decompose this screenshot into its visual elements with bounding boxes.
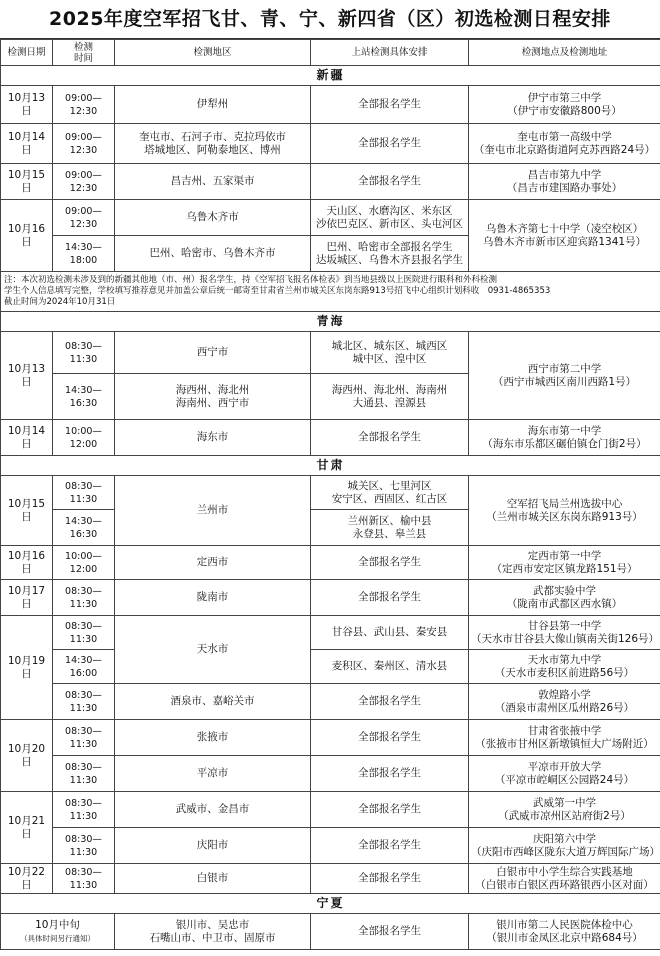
time-cell: 08:30—11:30: [53, 792, 115, 828]
table-row: [1, 864, 660, 894]
schedule-table: [0, 39, 660, 950]
plan-cell: 全部报名学生: [311, 124, 469, 164]
plan-cell: 全部报名学生: [311, 684, 469, 720]
time-cell: 08:30—11:30: [53, 864, 115, 894]
area-cell: 奎屯市、石河子市、克拉玛依市 塔城地区、阿勒泰地区、博州: [115, 124, 311, 164]
location-cell: 平凉市开放大学 （平凉市崆峒区公园路24号）: [469, 756, 660, 792]
table-row: [1, 200, 660, 236]
time-cell: 08:30—11:30: [53, 476, 115, 510]
location-cell: 甘肃省张掖中学 （张掖市甘州区新墩镇恒大广场附近）: [469, 720, 660, 756]
location-cell: 天水市第九中学 （天水市麦积区前进路56号）: [469, 650, 660, 684]
location-cell: 海东市第一中学 （海东市乐都区碾伯镇仓门街2号）: [469, 420, 660, 456]
plan-cell: 全部报名学生: [311, 792, 469, 828]
table-row: [1, 650, 660, 684]
table-row: [1, 684, 660, 720]
time-cell: 08:30—11:30: [53, 332, 115, 374]
location-cell: 白银市中小学生综合实践基地 （白银市白银区西环路银西小区对面）: [469, 864, 660, 894]
table-row: [1, 124, 660, 164]
header-area: 检测地区: [115, 40, 311, 66]
time-cell: 08:30—11:30: [53, 684, 115, 720]
location-cell: 定西市第一中学 （定西市安定区镇龙路151号）: [469, 546, 660, 580]
table-row: [1, 720, 660, 756]
page-title: 2025年度空军招飞甘、青、宁、新四省（区）初选检测日程安排: [0, 0, 660, 39]
area-cell: 定西市: [115, 546, 311, 580]
table-row: [1, 580, 660, 616]
location-cell: 武威第一中学 （武威市凉州区站府街2号）: [469, 792, 660, 828]
time-cell: 08:30—11:30: [53, 580, 115, 616]
plan-cell: 全部报名学生: [311, 420, 469, 456]
area-cell: 伊犁州: [115, 86, 311, 124]
date-cell: 10月13日: [1, 332, 53, 420]
area-cell: 张掖市: [115, 720, 311, 756]
area-cell: 海西州、海北州 海南州、西宁市: [115, 374, 311, 420]
time-cell: 09:00—12:30: [53, 124, 115, 164]
location-cell: 敦煌路小学 （酒泉市肃州区瓜州路26号）: [469, 684, 660, 720]
location-cell: 空军招飞局兰州选拔中心 （兰州市城关区东岗东路913号）: [469, 476, 660, 546]
plan-cell: 全部报名学生: [311, 720, 469, 756]
section-xinjiang: 新疆: [1, 66, 660, 86]
table-row: [1, 828, 660, 864]
table-row: [1, 86, 660, 124]
table-row: [1, 756, 660, 792]
area-cell: 西宁市: [115, 332, 311, 374]
plan-cell: 城关区、七里河区 安宁区、西固区、红古区: [311, 476, 469, 510]
date-cell: 10月15日: [1, 164, 53, 200]
time-cell: 08:30—11:30: [53, 828, 115, 864]
time-cell: 08:30—11:30: [53, 616, 115, 650]
date-cell: 10月14日: [1, 124, 53, 164]
section-ningxia: 宁夏: [1, 894, 660, 914]
plan-cell: 海西州、海北州、海南州 大通县、湟源县: [311, 374, 469, 420]
area-cell: 海东市: [115, 420, 311, 456]
time-cell: 08:30—11:30: [53, 756, 115, 792]
time-cell: 09:00—12:30: [53, 200, 115, 236]
time-cell: 10:00—12:00: [53, 420, 115, 456]
date-cell: 10月15日: [1, 476, 53, 546]
section-gansu: 甘肃: [1, 456, 660, 476]
location-cell: 乌鲁木齐第七十中学（凌空校区） 乌鲁木齐市新市区迎宾路1341号）: [469, 200, 660, 272]
location-cell: 武都实验中学 （陇南市武都区西水镇）: [469, 580, 660, 616]
plan-cell: 全部报名学生: [311, 86, 469, 124]
header-location: 检测地点及检测地址: [469, 40, 660, 66]
date-cell: 10月21日: [1, 792, 53, 864]
time-cell: 14:30—18:00: [53, 236, 115, 272]
plan-cell: 全部报名学生: [311, 580, 469, 616]
plan-cell: 全部报名学生: [311, 546, 469, 580]
section-qinghai: 青海: [1, 312, 660, 332]
area-cell: 平凉市: [115, 756, 311, 792]
plan-cell: 全部报名学生: [311, 864, 469, 894]
location-cell: 甘谷县第一中学 （天水市甘谷县大像山镇南关街126号）: [469, 616, 660, 650]
table-row: [1, 616, 660, 650]
date-cell: 10月16日: [1, 200, 53, 272]
table-row: [1, 164, 660, 200]
area-cell: 巴州、哈密市、乌鲁木齐市: [115, 236, 311, 272]
header-time: 检测 时间: [53, 40, 115, 66]
table-row: [1, 476, 660, 510]
area-cell: 陇南市: [115, 580, 311, 616]
plan-cell: 全部报名学生: [311, 756, 469, 792]
area-cell: 乌鲁木齐市: [115, 200, 311, 236]
date-cell: 10月14日: [1, 420, 53, 456]
date-cell: 10月22日: [1, 864, 53, 894]
time-cell: 14:30—16:30: [53, 374, 115, 420]
location-cell: 银川市第二人民医院体检中心 （银川市金凤区北京中路684号）: [469, 914, 660, 950]
area-cell: 兰州市: [115, 476, 311, 546]
area-cell: 天水市: [115, 616, 311, 684]
plan-cell: 麦积区、秦州区、清水县: [311, 650, 469, 684]
date-cell: 10月13日: [1, 86, 53, 124]
table-row: [1, 420, 660, 456]
location-cell: 奎屯市第一高级中学 （奎屯市北京路街道阿克苏西路24号）: [469, 124, 660, 164]
plan-cell: 甘谷县、武山县、秦安县: [311, 616, 469, 650]
area-cell: 白银市: [115, 864, 311, 894]
header-date: 检测日期: [1, 40, 53, 66]
plan-cell: 兰州新区、榆中县 永登县、皋兰县: [311, 510, 469, 546]
date-cell: 10月16日: [1, 546, 53, 580]
location-cell: 昌吉市第九中学 （昌吉市建国路办事处）: [469, 164, 660, 200]
header-plan: 上站检测具体安排: [311, 40, 469, 66]
time-cell: 09:00—12:30: [53, 164, 115, 200]
location-cell: 西宁市第二中学 （西宁市城西区南川西路1号）: [469, 332, 660, 420]
note-text: 注：本次初选检测未涉及到的新疆其他地（市、州）报名学生，持《空军招飞报名体检表》到当地县级以上医院进行眼科和外科检测 学生个人信息填写完整，学校填写推荐意见并加盖公章后统一邮寄至甘肃省兰州市城关区东岗东路913号招飞中心组织计划科收 0931-4865353 截止时间为2024年10月31日: [1, 272, 660, 312]
plan-cell: 全部报名学生: [311, 164, 469, 200]
table-row: [1, 914, 660, 950]
table-row: [1, 332, 660, 374]
date-cell: 10月中旬 （具体时间另行通知）: [1, 914, 115, 950]
plan-cell: 天山区、水磨沟区、米东区 沙依巴克区、新市区、头屯河区: [311, 200, 469, 236]
header-row: [1, 40, 660, 66]
area-cell: 酒泉市、嘉峪关市: [115, 684, 311, 720]
plan-cell: 城北区、城东区、城西区 城中区、湟中区: [311, 332, 469, 374]
time-cell: 09:00—12:30: [53, 86, 115, 124]
time-cell: 14:30—16:00: [53, 650, 115, 684]
location-cell: 庆阳第六中学 （庆阳市西峰区陇东大道万辉国际广场）: [469, 828, 660, 864]
table-row: [1, 546, 660, 580]
area-cell: 庆阳市: [115, 828, 311, 864]
date-cell: 10月19日: [1, 616, 53, 720]
area-cell: 银川市、吴忠市 石嘴山市、中卫市、固原市: [115, 914, 311, 950]
area-cell: 武威市、金昌市: [115, 792, 311, 828]
time-cell: 10:00—12:00: [53, 546, 115, 580]
plan-cell: 全部报名学生: [311, 914, 469, 950]
date-cell: 10月17日: [1, 580, 53, 616]
note-row: [1, 272, 660, 312]
plan-cell: 全部报名学生: [311, 828, 469, 864]
table-row: [1, 792, 660, 828]
time-cell: 14:30—16:30: [53, 510, 115, 546]
time-cell: 08:30—11:30: [53, 720, 115, 756]
plan-cell: 巴州、哈密市全部报名学生 达坂城区、乌鲁木齐县报名学生: [311, 236, 469, 272]
date-cell: 10月20日: [1, 720, 53, 792]
location-cell: 伊宁市第三中学 （伊宁市安徽路800号）: [469, 86, 660, 124]
area-cell: 昌吉州、五家渠市: [115, 164, 311, 200]
